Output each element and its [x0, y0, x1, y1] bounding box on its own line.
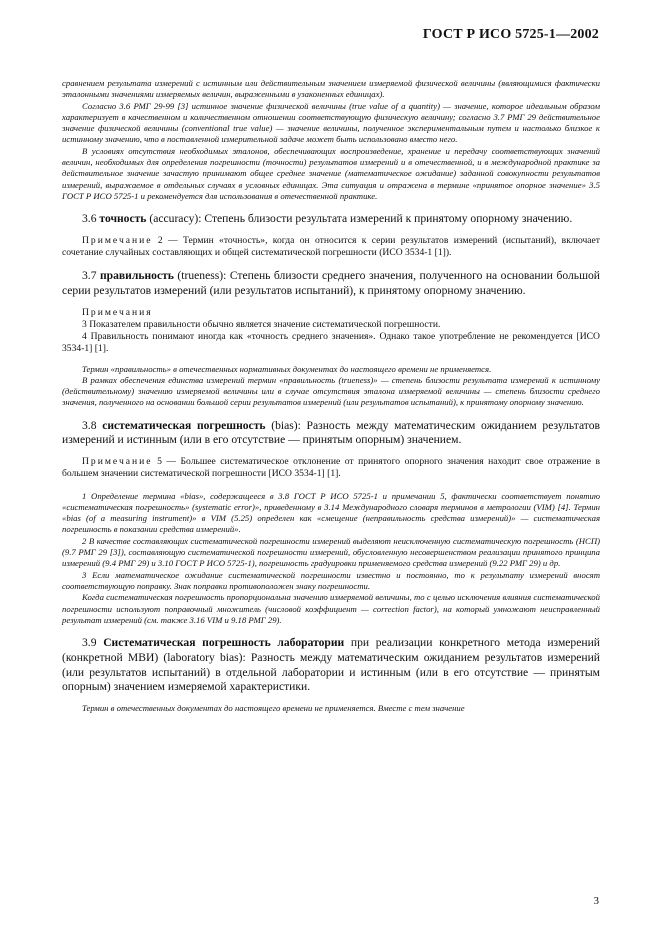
intro-paragraph-1: сравнением результата измерений с истинным или действительным значением измеряемой физической величины (являющимися фактически эталонными значениями измеряемых величин, выраженными в узаконенных единицах).: [62, 78, 600, 100]
term-3-8: [62, 419, 600, 448]
commentary-3-9-1: Термин в отечественных документах до настоящего времени не применяется. Вместе с тем значение: [82, 702, 465, 713]
commentary-3-7-1: Термин «правильность» в отечественных нормативных документах до настоящего времени не применяется.: [82, 363, 492, 374]
term-definition: (trueness): Степень близости среднего значения, полученного на основании большой серии результатов измерений (или результатов испытаний), к принятому опорному значению.: [62, 269, 600, 298]
note-label: Примечание: [82, 456, 153, 468]
note-label: Примечание: [82, 234, 153, 246]
term-name: точность: [99, 212, 147, 226]
commentary-3-8-3: 3 Если математическое ожидание систематической погрешности известно и постоянно, то к результату измерений вносят соответствующую поправку. Знак поправки противоположен знаку погрешности.: [62, 569, 600, 591]
term-definition: (accuracy): Степень близости результата измерений к принятому опорному значению.: [149, 212, 573, 226]
note-text: 5 — Большее систематическое отклонение от принятого опорного значения находит свое отражение в большем значении систематической погрешности [ИСО 3534-1] [1].: [62, 456, 601, 480]
page-number: 3: [593, 895, 599, 907]
intro-paragraph-2: Согласно 3.6 РМГ 29-99 [3] истинное значение физической величины (true value of a quantity) — значение, которое идеальным образом характеризует в качественном и количественном отношении соответствующую физическую величину; согласно 3.7 РМГ 29 действительное значение физической величины (conventional true value) — значение величины, полученное экспериментальным путем и настолько близкое к истинному значению, что в поставленной измерительной задаче может быть использовано вместо него.: [62, 100, 600, 145]
term-name: Систематическая погрешность лаборатории: [103, 636, 345, 650]
commentary-3-8-2: 2 В качестве составляющих систематической погрешности измерений выделяют неисключенную систематическую погрешность (НСП) (9.7 РМГ 29 [3]), составляющую систематической погрешности измерений, обусловленную несовершенством реализации принятого принципа измерений (9.4 РМГ 29) и 3.10 ГОСТ Р ИСО 5725-1), погрешность градуировки применяемого средства измерений (9.22 РМГ 29) и др.: [62, 535, 600, 569]
notes-label: Примечания: [82, 306, 153, 318]
note-5: [62, 456, 600, 480]
commentary-3-8-4: Когда систематическая погрешность пропорциональна значению измеряемой величины, то с целью исключения влияния систематической погрешности используют поправочный множитель (числовой коэффициент — correction factor), на который умножают неисправленный результат измерений (см. также 3.16 VIM и 9.18 РМГ 29).: [62, 592, 600, 625]
term-definition: при реализации конкретного метода измерений (конкретной МВИ) (laboratory bias): Разность между математическим ожиданием результатов измерений (или результатов испытаний) в отдельной лаборатории и истинным (или в его отсутствие — принятым опорным) значением измеряемой характеристики.: [62, 636, 600, 694]
commentary-3-7-2: В рамках обеспечения единства измерений термин «правильность (trueness)» — степень близости результата измерений к истинному (действительному) значению измеряемой величины или в случае отсутствия эталона измеряемой величины — степень близости среднего значения, полученного на основании большой серии результатов измерений (или результатов испытаний), к принятому опорному значению.: [62, 374, 600, 408]
term-number: 3.9: [82, 636, 97, 650]
note-4: 4 Правильность понимают иногда как «точность среднего значения». Однако такое употребление не рекомендуется [ИСО 3534-1] [1].: [62, 331, 600, 355]
term-number: 3.7: [82, 269, 97, 283]
page-body: [62, 78, 600, 714]
note-3: 3 Показателем правильности обычно является значение систематической погрешности.: [82, 318, 441, 330]
standard-header: ГОСТ Р ИСО 5725-1—2002: [422, 27, 599, 42]
commentary-3-8-1: 1 Определение термина «bias», содержащееся в 3.8 ГОСТ Р ИСО 5725-1 и примечании 5, фактически соответствует понятию «систематическая погрешность» (systematic error)», приведенному в 3.14 Международного словаря терминов в метрологии (VIM) [4]. Термин «bias (of a measuring instrument)» в VIM (5.25) определен как «смещение (неправильность средства измерений)» — систематическая погрешность в показании средства измерений».: [62, 490, 600, 535]
term-name: систематическая погрешность: [102, 418, 266, 432]
term-3-7: [62, 269, 600, 298]
term-number: 3.8: [82, 418, 97, 432]
intro-paragraph-3: В условиях отсутствия необходимых эталонов, обеспечивающих воспроизведение, хранение и передачу соответствующих значений величин, необходимых для определения погрешности (точности) результатов измерений и в отечественной, и в международной практике за действительное значение зачастую принимают общее среднее значение (математическое ожидание) заданной совокупности результатов измерений, выражаемое в отдельных случаях в условных единицах. Эта ситуация и отражена в термине «принятое опорное значение» 3.5 ГОСТ Р ИСО 5725-1 и рекомендуется для использования в отечественной практике.: [62, 145, 600, 201]
term-3-6: [62, 212, 600, 227]
term-3-9: [62, 636, 600, 695]
note-text: 2 — Термин «точность», когда он относится к серии результатов измерений (испытаний), включает сочетание случайных составляющих и общей систематической погрешности (ИСО 3534-1 [1]).: [62, 234, 600, 259]
term-definition: (bias): Разность между математическим ожиданием результатов измерений и истинным (или в его отсутствие — принятым опорным) значением.: [62, 418, 600, 447]
note-2: [62, 235, 600, 259]
term-name: правильность: [99, 269, 174, 283]
term-number: 3.6: [82, 212, 97, 226]
